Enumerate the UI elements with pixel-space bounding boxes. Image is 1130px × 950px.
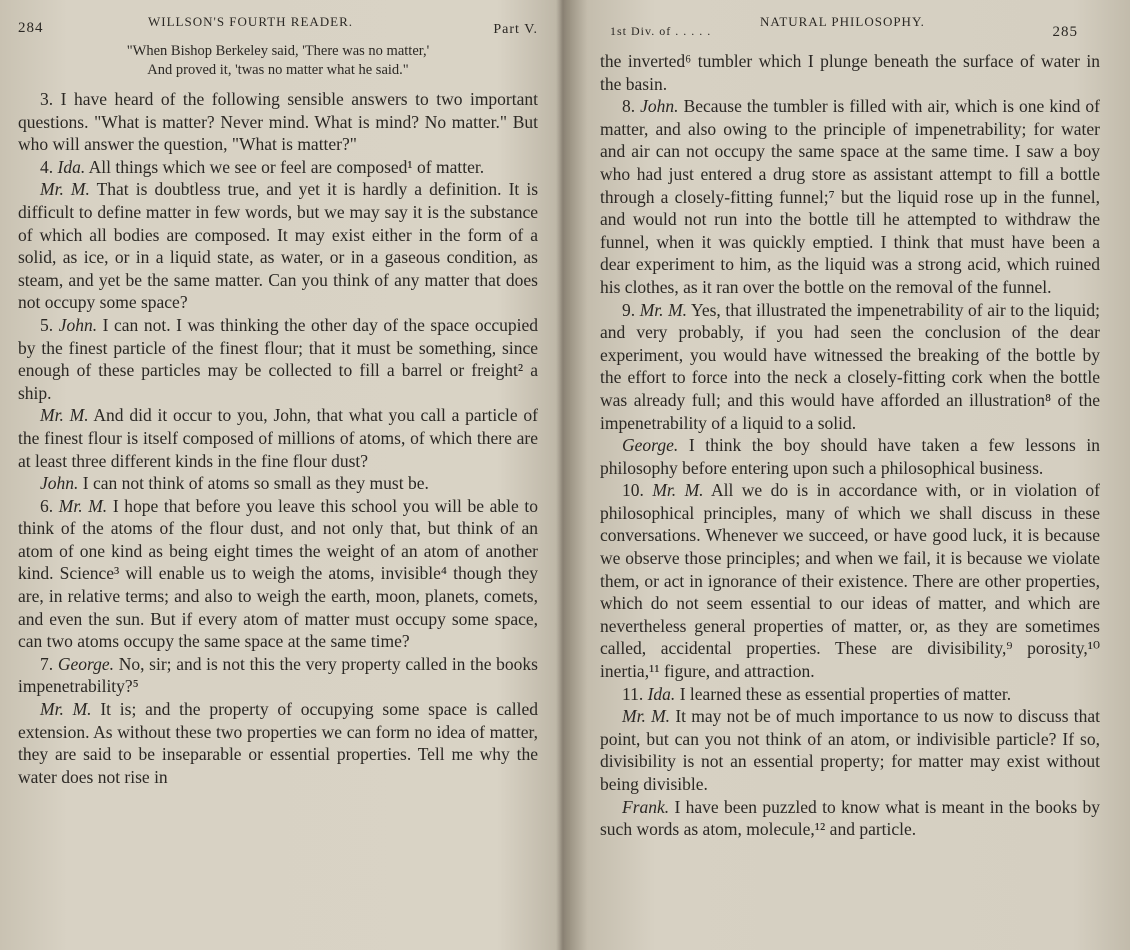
left-page-text (18, 42, 538, 788)
paragraph (600, 299, 1100, 435)
speaker: Ida. (647, 683, 676, 704)
paragraph (600, 705, 1100, 795)
paragraph-text: I have heard of the following sensible answers to two important questions. "What is matter? Never mind. What is mind? No matter." But who will answer the question, "What is matter?" (18, 89, 538, 155)
paragraph-number: 10. (622, 480, 644, 501)
paragraph (18, 495, 538, 653)
paragraph-text: Because the tumbler is filled with air, which is one kind of matter, and also owing to the principle of impenetrability; for water and air can not occupy the same space at the same time. I saw a boy who had just entered a drug store as assistant attempt to fill a bottle through a closely-fitting funnel;⁷ but the liquid rose up in the funnel, and would not run into the bottle till he attempted to withdraw the funnel, when it was quickly emptied. I think that must have been a dear experiment to him, as the liquid was a strong acid, which ruined his clothes, as it ran over the bottle on the removal of the funnel. (600, 96, 1101, 297)
left-page-number: 284 (18, 20, 44, 36)
left-running-head (18, 14, 538, 38)
paragraph-text: All things which we see or feel are composed¹ of matter. (88, 156, 485, 177)
paragraph-text: All we do is in accordance with, or in violation of philosophical principles, many of which we shall discuss in these conversations. Whenever we succeed, or have good luck, it is because we observe those principles; and when we fail, it is because we violate them, or act in ignorance of their existence. There are other properties, which do not seem essential to our ideas of matter, and which are nevertheless general properties of matter, or, as they are sometimes called, accidental properties. These are divisibility,⁹ porosity,¹⁰ inertia,¹¹ figure, and attraction. (600, 480, 1100, 682)
speaker: Mr. M. (58, 495, 108, 516)
paragraph-text: I have been puzzled to know what is meant in the books by such words as atom, molecule,¹² and particle. (600, 796, 1101, 840)
paragraph-number: 3. (40, 89, 54, 109)
paragraph-text: I think the boy should have taken a few lessons in philosophy before entering upon such a philosophical business. (600, 435, 1101, 478)
right-page-text (600, 50, 1100, 841)
paragraph (18, 698, 538, 788)
speaker: John. (40, 473, 79, 494)
paragraph-text: I can not think of atoms so small as they must be. (82, 473, 429, 494)
speaker: Mr. M. (622, 706, 671, 727)
paragraph-text: No, sir; and is not this the very property called in the books impenetrability?⁵ (18, 653, 538, 697)
paragraph (600, 50, 1100, 95)
left-running-title: WILLSON'S FOURTH READER. (148, 14, 354, 29)
paragraph-text: And did it occur to you, John, that what you call a particle of the finest flour is itself composed of millions of atoms, of which there are at least three different kinds in the fine flour dust? (18, 405, 538, 471)
paragraph-text: I hope that before you leave this school you will be able to think of the atoms of the flour dust, and not only that, but think of an atom of one kind as being eight times the weight of an atom of another kind. Science³ will enable us to weigh the atoms, invisible⁴ though they are, in relative terms; and also to weigh the earth, moon, planets, comets, and even the sun. But if every atom of matter must occupy some space, can two atoms occupy the same space at the same time? (18, 495, 539, 652)
speaker: George. (57, 653, 115, 674)
paragraph (18, 156, 538, 179)
speaker: Mr. M. (40, 699, 92, 720)
paragraph (18, 404, 538, 472)
right-division-label: 1st Div. of . . . . . (610, 24, 712, 38)
speaker: John. (640, 96, 679, 117)
paragraph-number: 7. (40, 653, 54, 674)
paragraph (18, 178, 538, 314)
paragraph-text: It is; and the property of occupying some space is called extension. As without these two properties we can form no idea of matter, they are said to be inseparable or essential properties. Tell me why the water does not rise in (18, 699, 538, 787)
paragraph (18, 88, 538, 156)
right-running-head (600, 14, 1100, 38)
paragraph-text: the inverted⁶ tumbler which I plunge beneath the surface of water in the basin. (600, 51, 1100, 94)
speaker: George. (622, 435, 679, 456)
paragraph (600, 434, 1100, 479)
left-page (18, 0, 538, 950)
book-gutter (556, 0, 570, 950)
paragraph (18, 314, 538, 404)
epigraph-line: And proved it, 'twas no matter what he said." (147, 62, 409, 78)
paragraph-text: That is doubtless true, and yet it is hardly a definition. It is difficult to define matter in few words, but we may say it is the substance of which all bodies are composed. It may exist either in the form of a solid, as ice, or in a liquid state, as water, or in a gaseous condition, as steam, and yet be the same matter. Can you think of any matter that does not occupy some space? (18, 179, 539, 313)
paragraph (18, 653, 538, 698)
paragraph-number: 9. (622, 299, 636, 320)
speaker: Mr. M. (639, 299, 688, 320)
paragraph (600, 796, 1100, 841)
right-running-title: NATURAL PHILOSOPHY. (760, 14, 925, 29)
paragraph-text: Yes, that illustrated the impenetrability of air to the liquid; and very probably, if you had seen the conclusion of the dear experiment, you would have witnessed the breaking of the bottle by the effort to force into the neck a closely-fitting cork when the bottle was already full; and this would have afforded an illustration⁸ of the impenetrability of a liquid to a solid. (600, 299, 1100, 433)
paragraph (600, 479, 1100, 682)
speaker: John. (58, 314, 98, 335)
paragraph-text: I can not. I was thinking the other day of the space occupied by the finest particle of the finest flour; that it must be something, since enough of these particles may be collected to fill a barrel or freight² a ship. (18, 314, 538, 403)
epigraph-line: "When Bishop Berkeley said, 'There was no matter,' (126, 43, 430, 59)
epigraph (18, 42, 538, 80)
paragraph (600, 95, 1100, 298)
speaker: Frank. (622, 796, 670, 817)
paragraph-number: 8. (622, 96, 636, 117)
paragraph-number: 4. (40, 156, 54, 177)
paragraph (600, 683, 1100, 706)
paragraph-text: I learned these as essential properties of matter. (679, 683, 1012, 704)
paragraph (18, 472, 538, 495)
paragraph-number: 5. (40, 314, 54, 335)
speaker: Mr. M. (652, 480, 704, 501)
paragraph-text: It may not be of much importance to us now to discuss that point, but can you not think of an atom, or indivisible particle? If so, divisibility is not an essential property; for matter may exist without being divisible. (600, 706, 1101, 794)
right-page-number: 285 (1052, 24, 1078, 40)
right-page (600, 0, 1100, 950)
paragraph-number: 6. (40, 495, 54, 516)
speaker: Mr. M. (40, 405, 89, 426)
paragraph-number: 11. (622, 683, 644, 704)
speaker: Mr. M. (40, 179, 90, 200)
left-part-label: Part V. (493, 22, 538, 37)
speaker: Ida. (57, 156, 86, 177)
